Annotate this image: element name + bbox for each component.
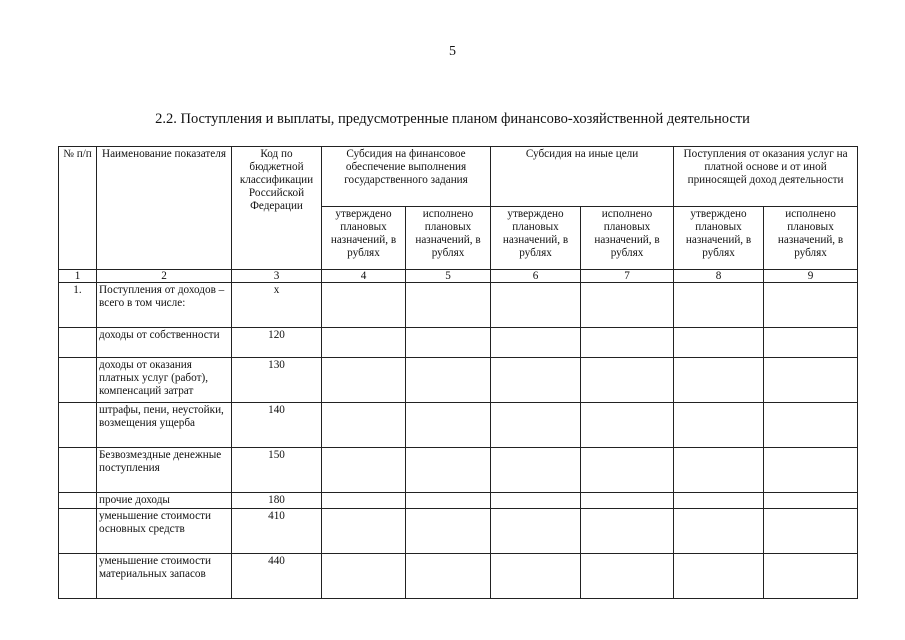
value-cell bbox=[406, 554, 491, 599]
value-cell bbox=[406, 493, 491, 509]
value-cell bbox=[491, 554, 581, 599]
value-cell bbox=[764, 283, 858, 328]
column-number-row bbox=[59, 270, 858, 283]
table-row bbox=[59, 554, 858, 599]
value-cell bbox=[406, 328, 491, 358]
row-num bbox=[59, 448, 97, 493]
row-num bbox=[59, 358, 97, 403]
value-cell bbox=[764, 358, 858, 403]
table-row bbox=[59, 448, 858, 493]
table-row bbox=[59, 403, 858, 448]
value-cell bbox=[491, 403, 581, 448]
value-cell bbox=[406, 509, 491, 554]
row-name: Безвозмездные денежные поступления bbox=[97, 448, 232, 493]
row-code: 120 bbox=[232, 328, 322, 358]
header-group-other-goals: Субсидия на иные цели bbox=[491, 147, 674, 207]
page-number: 5 bbox=[449, 44, 456, 59]
value-cell bbox=[581, 509, 674, 554]
value-cell bbox=[764, 328, 858, 358]
column-number: 8 bbox=[674, 270, 764, 283]
value-cell bbox=[322, 448, 406, 493]
value-cell bbox=[581, 448, 674, 493]
header-approved: утверждено плановых назначений, в рублях bbox=[322, 207, 406, 270]
value-cell bbox=[406, 403, 491, 448]
column-number: 9 bbox=[764, 270, 858, 283]
value-cell bbox=[674, 358, 764, 403]
value-cell bbox=[491, 509, 581, 554]
column-number: 3 bbox=[232, 270, 322, 283]
column-number: 6 bbox=[491, 270, 581, 283]
row-code: 130 bbox=[232, 358, 322, 403]
table-row bbox=[59, 358, 858, 403]
value-cell bbox=[491, 283, 581, 328]
value-cell bbox=[322, 328, 406, 358]
row-name: прочие доходы bbox=[97, 493, 232, 509]
value-cell bbox=[581, 283, 674, 328]
column-number: 7 bbox=[581, 270, 674, 283]
row-name: уменьшение стоимости основных средств bbox=[97, 509, 232, 554]
header-name: Наименование показателя bbox=[97, 147, 232, 270]
row-name: штрафы, пени, неустойки, возмещения ущерба bbox=[97, 403, 232, 448]
value-cell bbox=[322, 554, 406, 599]
value-cell bbox=[674, 493, 764, 509]
table-row bbox=[59, 283, 858, 328]
value-cell bbox=[581, 328, 674, 358]
header-executed: исполнено плановых назначений, в рублях bbox=[406, 207, 491, 270]
table-row bbox=[59, 509, 858, 554]
row-name: Поступления от доходов – всего в том числе: bbox=[97, 283, 232, 328]
value-cell bbox=[674, 403, 764, 448]
header-executed: исполнено плановых назначений, в рублях bbox=[764, 207, 858, 270]
row-code: 410 bbox=[232, 509, 322, 554]
value-cell bbox=[764, 509, 858, 554]
value-cell bbox=[322, 358, 406, 403]
value-cell bbox=[674, 328, 764, 358]
table-row bbox=[59, 328, 858, 358]
row-num bbox=[59, 493, 97, 509]
row-name: уменьшение стоимости материальных запасов bbox=[97, 554, 232, 599]
value-cell bbox=[491, 328, 581, 358]
value-cell bbox=[406, 448, 491, 493]
row-num bbox=[59, 328, 97, 358]
row-code: х bbox=[232, 283, 322, 328]
value-cell bbox=[764, 403, 858, 448]
row-code: 150 bbox=[232, 448, 322, 493]
value-cell bbox=[674, 448, 764, 493]
row-num bbox=[59, 554, 97, 599]
header-code: Код по бюджетной классификации Российской Федерации bbox=[232, 147, 322, 270]
value-cell bbox=[322, 509, 406, 554]
value-cell bbox=[581, 403, 674, 448]
column-number: 4 bbox=[322, 270, 406, 283]
value-cell bbox=[406, 358, 491, 403]
column-number: 5 bbox=[406, 270, 491, 283]
row-code: 180 bbox=[232, 493, 322, 509]
value-cell bbox=[764, 493, 858, 509]
value-cell bbox=[322, 283, 406, 328]
row-num bbox=[59, 509, 97, 554]
value-cell bbox=[322, 493, 406, 509]
header-group-paid-services: Поступления от оказания услуг на платной основе и от иной приносящей доход деятельности bbox=[674, 147, 858, 207]
header-approved: утверждено плановых назначений, в рублях bbox=[491, 207, 581, 270]
value-cell bbox=[764, 448, 858, 493]
value-cell bbox=[674, 509, 764, 554]
row-code: 140 bbox=[232, 403, 322, 448]
row-code: 440 bbox=[232, 554, 322, 599]
value-cell bbox=[674, 554, 764, 599]
row-name: доходы от собственности bbox=[97, 328, 232, 358]
value-cell bbox=[581, 554, 674, 599]
value-cell bbox=[764, 554, 858, 599]
header-approved: утверждено плановых назначений, в рублях bbox=[674, 207, 764, 270]
value-cell bbox=[406, 283, 491, 328]
header-num: № п/п bbox=[59, 147, 97, 270]
value-cell bbox=[581, 493, 674, 509]
table-row bbox=[59, 493, 858, 509]
header-group-state-task: Субсидия на финансовое обеспечение выполнения государственного задания bbox=[322, 147, 491, 207]
header-executed: исполнено плановых назначений, в рублях bbox=[581, 207, 674, 270]
value-cell bbox=[491, 358, 581, 403]
value-cell bbox=[581, 358, 674, 403]
column-number: 2 bbox=[97, 270, 232, 283]
row-num: 1. bbox=[59, 283, 97, 328]
value-cell bbox=[491, 493, 581, 509]
row-num bbox=[59, 403, 97, 448]
value-cell bbox=[322, 403, 406, 448]
value-cell bbox=[674, 283, 764, 328]
row-name: доходы от оказания платных услуг (работ), компенсаций затрат bbox=[97, 358, 232, 403]
plan-table bbox=[58, 146, 858, 599]
column-number: 1 bbox=[59, 270, 97, 283]
section-title: 2.2. Поступления и выплаты, предусмотренные планом финансово-хозяйственной деятельности bbox=[155, 111, 750, 127]
value-cell bbox=[491, 448, 581, 493]
